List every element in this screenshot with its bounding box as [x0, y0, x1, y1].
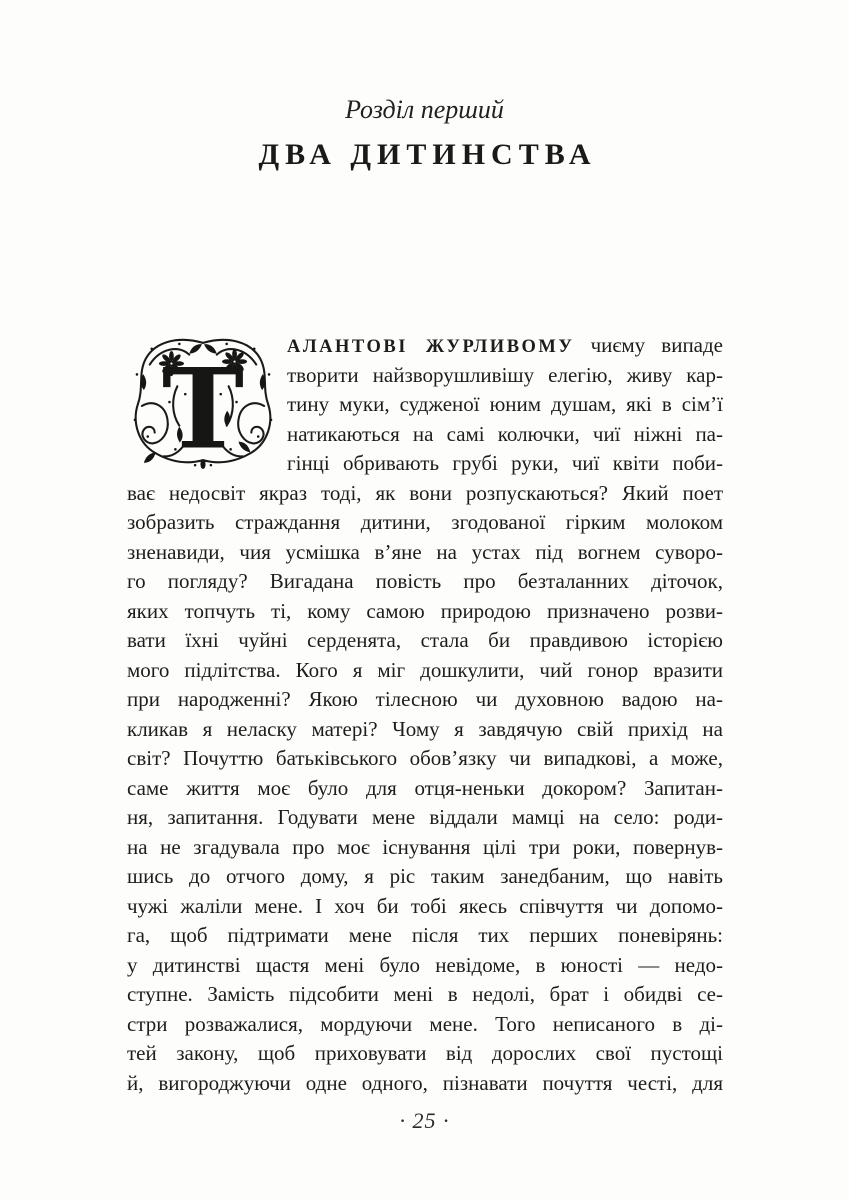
- text-line: яких топчуть ті, кому самою природою призначено розви-: [127, 598, 723, 623]
- text-line: чужі жаліли мене. І хоч би тобі якесь співчуття чи допомо-: [127, 893, 723, 918]
- text-line: га, щоб підтримати мене після тих перших поневірянь:: [127, 923, 723, 947]
- page-number: · 25 ·: [399, 1108, 450, 1133]
- text-block: [127, 331, 723, 1098]
- text-line: зобразить страждання дитини, згодованої гірким молоком: [127, 510, 723, 534]
- text-line: ня, запитання. Годувати мене віддали мамці на село: роди-: [127, 805, 723, 829]
- text-line: тину муки, судженої юним душам, які в сім’ї: [287, 392, 723, 416]
- opening-rest: чиєму випаде: [574, 333, 723, 357]
- chapter-title: ДВА ДИТИНСТВА: [258, 138, 597, 171]
- text-line: зненавиди, чия усмішка в’яне на устах під вогнем суворо-: [127, 539, 723, 564]
- text-line: творити найзворушливішу елегію, живу кар-: [287, 362, 723, 387]
- text-line: натикаються на самі колючки, чиї ніжні па-: [287, 421, 723, 446]
- text-line: саме життя моє було для отця-неньки докором? Запитан-: [127, 775, 723, 800]
- floral-drop-cap-ornament-icon: [127, 333, 279, 473]
- text-line: у дитинстві щастя мені було невідоме, в юності — недо-: [127, 952, 723, 977]
- text-line: й, вигороджуючи одне одного, пізнавати почуття честі, для: [127, 1070, 723, 1095]
- chapter-label: Розділ перший: [345, 95, 504, 124]
- text-line: при народженні? Якою тілесною чи духовною вадою на-: [127, 687, 723, 711]
- opening-small-caps: АЛАНТОВІ ЖУРЛИВОМУ: [287, 337, 575, 357]
- drop-cap-letter: Т: [161, 344, 245, 473]
- text-line: шись до отчого дому, я ріс таким занедбаним, що навіть: [127, 864, 723, 888]
- text-line: ступне. Замість підсобити мені в недолі, брат і обидві се-: [127, 982, 723, 1006]
- text-line: стри розважалися, мордуючи мене. Того неписаного в ді-: [127, 1011, 723, 1036]
- text-line: гінці обривають грубі руки, чиї квіти поби-: [287, 451, 723, 475]
- text-line: го погляду? Вигадана повість про безталанних діточок,: [127, 569, 723, 593]
- text-line: ває недосвіт якраз тоді, як вони розпускаються? Який поет: [127, 480, 723, 505]
- text-line: [287, 331, 723, 361]
- text-line: на не згадувала про моє існування цілі три роки, повернув-: [127, 834, 723, 859]
- text-line: світ? Почуттю батьківського обов’язку чи випадкові, а може,: [127, 746, 723, 770]
- text-line: тей закону, щоб приховувати від дорослих свої пустощі: [127, 1041, 723, 1065]
- text-line: мого підлітства. Кого я міг дошкулити, чий гонор вразити: [127, 657, 723, 682]
- text-line: вати їхні чуйні серденята, стала би правдивою історією: [127, 628, 723, 652]
- text-line: кликав я неласку матері? Чому я завдячую свій прихід на: [127, 716, 723, 741]
